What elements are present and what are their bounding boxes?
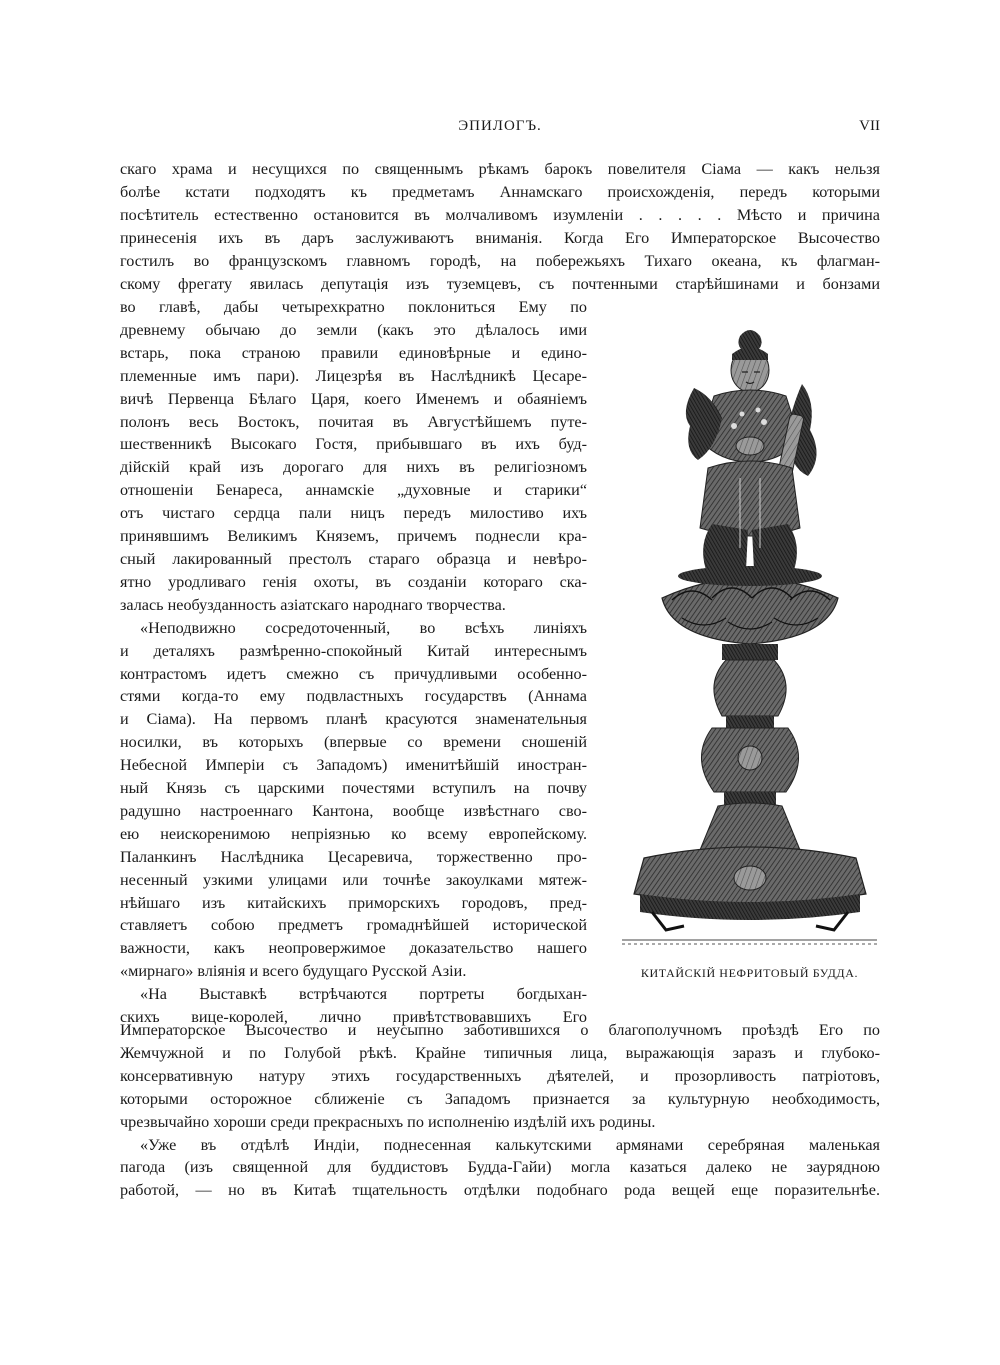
text-line: встарь, пока страною правили единовѣрные и едино- bbox=[120, 343, 587, 362]
text-line: ставляетъ собою предметъ громаднѣйшей исторической bbox=[120, 916, 587, 935]
text-line: племенные имъ пари). Лицезрѣя въ Наслѣдникѣ Цесаре- bbox=[120, 366, 587, 385]
text-line: и Сіама). На первомъ планѣ красуются знаменательныя bbox=[120, 710, 587, 729]
figure-caption: КИТАЙСКІЙ НЕФРИТОВЫЙ БУДДА. bbox=[640, 966, 859, 980]
top-paragraph bbox=[120, 158, 880, 295]
text-line: стями когда-то ему подвластныхъ государствъ (Аннама bbox=[120, 687, 587, 706]
text-line: пагода (изъ священной для буддистовъ Будда-Гайи) могла казаться далеко не заурядною bbox=[120, 1158, 880, 1177]
text-line: Небесной Имперіи съ Западомъ) именитѣйшій иностран- bbox=[120, 756, 587, 775]
text-line: гостилъ во французскомъ главномъ городѣ, на побережьяхъ Тихаго океана, къ флагман- bbox=[120, 251, 880, 270]
column-text bbox=[120, 296, 587, 1029]
text-line: носилки, въ которыхъ (впервые со времени сношеній bbox=[120, 733, 587, 752]
text-line: консервативную натуру этихъ государственныхъ дѣятелей, и прозорливость патріотовъ, bbox=[120, 1066, 880, 1085]
text-line: «На Выставкѣ встрѣчаются портреты богдыхан- bbox=[140, 985, 587, 1004]
text-line: скихъ вице-королей, лично привѣтствовавшихъ Его bbox=[120, 1008, 587, 1027]
text-line: вичѣ Первенца Бѣлаго Царя, коего Именемъ и обаяніемъ bbox=[120, 389, 587, 408]
text-line: Императорское Высочество и неусыпно заботившихся о благополучномъ проѣздѣ Его по bbox=[120, 1021, 880, 1039]
running-title: ЭПИЛОГЪ. bbox=[458, 118, 542, 134]
text-line: древнему обычаю до земли (какъ это дѣлалось ими bbox=[120, 320, 587, 339]
text-line: «Неподвижно сосредоточенный, во всѣхъ линіяхъ bbox=[140, 618, 587, 637]
text-line: отношеніи Бенареса, аннамскіе „духовные и старики“ bbox=[120, 481, 587, 500]
text-line: и деталяхъ размѣренно-спокойный Китай интереснымъ bbox=[120, 641, 587, 660]
text-line: принесенія ихъ въ даръ заслуживаютъ вниманія. Когда Его Императорское Высочество bbox=[120, 228, 880, 247]
text-line: «Уже въ отдѣлѣ Индіи, поднесенная калькутскими армянами серебряная маленькая bbox=[140, 1135, 880, 1154]
text-line: Жемчужной и по Голубой рѣкѣ. Крайне типичныя лица, выражающія заразъ и глубоко- bbox=[120, 1043, 880, 1062]
tail-paragraph bbox=[120, 1019, 880, 1202]
text-line: болѣе кстати подходятъ къ предметамъ Аннамскаго происхожденія, передъ которыми bbox=[120, 182, 880, 201]
text-line: радушно настроеннаго Кантона, вообще извѣстнаго сво- bbox=[120, 801, 587, 820]
jade-buddha-illustration-icon bbox=[622, 318, 877, 954]
text-line: посѣтитель естественно остановится въ молчаливомъ изумленіи . . . . . Мѣсто и причина bbox=[120, 205, 880, 224]
text-line: во главѣ, дабы четырехкратно поклониться Ему по bbox=[120, 298, 587, 316]
text-line: шественникѣ Высокаго Гостя, прибывшаго въ ихъ буд- bbox=[120, 435, 587, 454]
text-line: чрезвычайно хороши среди прекрасныхъ по исполненію издѣлій ихъ родины. bbox=[120, 1112, 656, 1131]
text-line: скаго храма и несущихся по священнымъ рѣкамъ барокъ повелителя Сіама — какъ нельзя bbox=[120, 160, 880, 178]
page-header bbox=[120, 118, 880, 138]
text-line: сный лакированный престолъ стараго образца и невѣро- bbox=[120, 549, 587, 568]
text-line: ятно уродливаго генія охоты, въ созданіи котораго ска- bbox=[120, 572, 587, 591]
text-line: дійскій край изъ дорогаго для нихъ въ религіозномъ bbox=[120, 458, 587, 477]
text-line: контрастомъ идетъ смежно съ причудливыми особенно- bbox=[120, 664, 587, 683]
text-line: принявшимъ Великимъ Княземъ, причемъ поднесли кра- bbox=[120, 527, 587, 546]
text-line: скому фрегату явилась депутація изъ туземцевъ, съ почтенными старѣйшинами и бонзами bbox=[120, 274, 880, 293]
text-line: полонъ весь Востокъ, почитая въ Августѣйшемъ путе- bbox=[120, 412, 587, 431]
text-line: несенный узкими улицами или точнѣе закоулками мятеж- bbox=[120, 870, 587, 889]
text-line: ный Князь съ царскими почестями вступилъ на почву bbox=[120, 779, 587, 798]
text-line: работой, — но въ Китаѣ тщательность отдѣлки подобнаго рода вещей еще поразительнѣе. bbox=[120, 1181, 880, 1200]
text-line: ею неискоренимою непріязнью ко всему европейскому. bbox=[120, 824, 587, 843]
text-line: отъ чистаго сердца пали ницъ передъ милостиво ихъ bbox=[120, 504, 587, 523]
text-line: нѣйшаго изъ китайскихъ приморскихъ городовъ, пред- bbox=[120, 893, 587, 912]
text-line: Паланкинъ Наслѣдника Цесаревича, торжественно про- bbox=[120, 847, 587, 866]
text-line: залась необузданность азіатскаго народнаго творчества. bbox=[120, 595, 506, 614]
text-line: которыми осторожное сближеніе съ Западомъ признается за культурную необходимость, bbox=[120, 1089, 880, 1108]
text-line: «мирнаго» вліянія и всего будущаго Русской Азіи. bbox=[120, 962, 467, 981]
text-line: важности, какъ неопровержимое доказательство нашего bbox=[120, 939, 587, 958]
page-number: VII bbox=[859, 118, 880, 134]
